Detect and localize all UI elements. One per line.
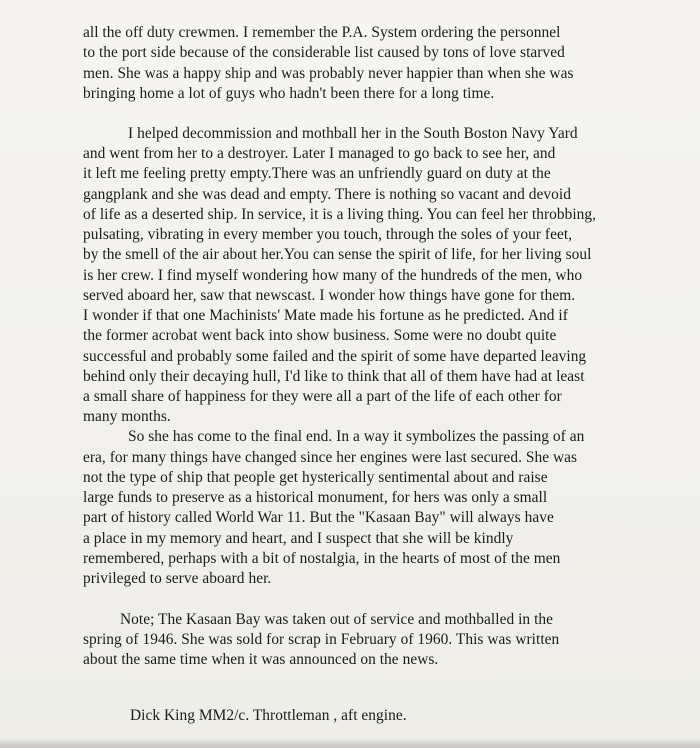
text-line: privileged to serve aboard her. [83, 570, 272, 587]
text-line: gangplank and she was dead and empty. There is nothing so vacant and devoid [83, 186, 571, 203]
page-edge-shadow [0, 738, 700, 748]
text-line: bringing home a lot of guys who hadn't been there for a long time. [83, 85, 495, 102]
text-line: men. She was a happy ship and was probably never happier than when she was [83, 65, 574, 82]
text-line: So she has come to the final end. In a way it symbolizes the passing of an [128, 428, 585, 445]
text-line: served aboard her, saw that newscast. I wonder how things have gone for them. [83, 287, 576, 304]
text-line: behind only their decaying hull, I'd like to think that all of them have had at least [83, 368, 585, 385]
text-line: and went from her to a destroyer. Later I managed to go back to see her, and [83, 145, 556, 162]
text-line: spring of 1946. She was sold for scrap in February of 1960. This was written [83, 631, 560, 648]
text-line: is her crew. I find myself wondering how many of the hundreds of the men, who [83, 267, 583, 284]
text-line: a small share of happiness for they were all a part of the life of each other for [83, 388, 562, 405]
text-line: part of history called World War 11. But the "Kasaan Bay" will always have [83, 509, 554, 526]
text-line: the former acrobat went back into show business. Some were no doubt quite [83, 327, 557, 344]
text-line: by the smell of the air about her.You can sense the spirit of life, for her living soul [83, 246, 592, 263]
text-line: I helped decommission and mothball her in the South Boston Navy Yard [128, 125, 578, 142]
text-line: all the off duty crewmen. I remember the P.A. System ordering the personnel [83, 24, 561, 41]
text-line: of life as a deserted ship. In service, it is a living thing. You can feel her throbbing, [83, 206, 597, 223]
text-line: many months. [83, 408, 171, 425]
text-line: pulsating, vibrating in every member you touch, through the soles of your feet, [83, 226, 573, 243]
text-line: successful and probably some failed and the spirit of some have departed leaving [83, 348, 587, 365]
text-line: I wonder if that one Machinists' Mate made his fortune as he predicted. And if [83, 307, 568, 324]
text-line: large funds to preserve as a historical monument, for hers was only a small [83, 489, 548, 506]
text-line: era, for many things have changed since her engines were last secured. She was [83, 449, 578, 466]
text-line: remembered, perhaps with a bit of nostalgia, in the hearts of most of the men [83, 550, 561, 567]
text-line: to the port side because of the considerable list caused by tons of love starved [83, 44, 565, 61]
signature-line: Dick King MM2/c. Throttleman , aft engine. [130, 707, 407, 724]
text-line: it left me feeling pretty empty.There was an unfriendly guard on duty at the [83, 165, 551, 182]
text-line: Note; The Kasaan Bay was taken out of service and mothballed in the [120, 611, 554, 628]
text-line: about the same time when it was announced on the news. [83, 651, 439, 668]
text-line: not the type of ship that people get hysterically sentimental about and raise [83, 469, 548, 486]
text-line: a place in my memory and heart, and I suspect that she will be kindly [83, 530, 514, 547]
